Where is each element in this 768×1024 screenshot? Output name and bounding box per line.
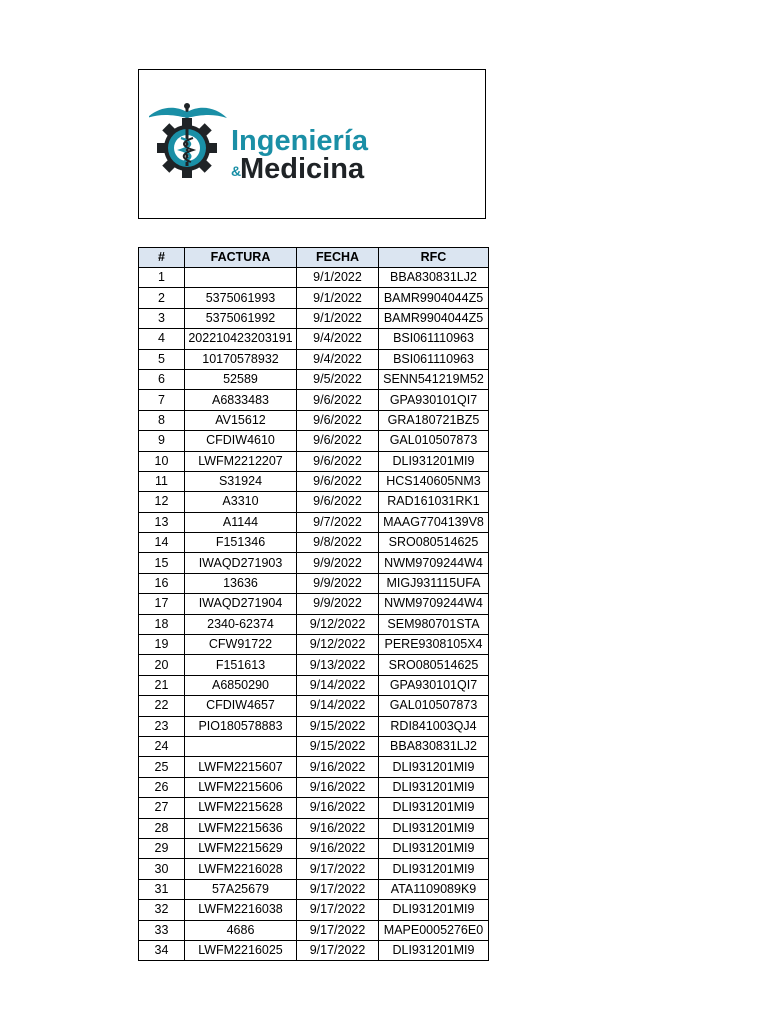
- table-row: [139, 471, 489, 491]
- cell-factura: LWFM2212207: [185, 451, 297, 471]
- cell-number: 24: [139, 736, 185, 756]
- table-row: [139, 859, 489, 879]
- cell-factura: 10170578932: [185, 349, 297, 369]
- cell-fecha: 9/16/2022: [297, 757, 379, 777]
- cell-rfc: BAMR9904044Z5: [379, 288, 489, 308]
- cell-factura: CFDIW4657: [185, 696, 297, 716]
- cell-factura: AV15612: [185, 410, 297, 430]
- cell-rfc: SENN541219M52: [379, 369, 489, 389]
- cell-number: 18: [139, 614, 185, 634]
- cell-factura: LWFM2215636: [185, 818, 297, 838]
- table-row: [139, 329, 489, 349]
- cell-factura: 202210423203191: [185, 329, 297, 349]
- cell-factura: 2340-62374: [185, 614, 297, 634]
- cell-rfc: BAMR9904044Z5: [379, 308, 489, 328]
- cell-factura: LWFM2215629: [185, 838, 297, 858]
- table-row: [139, 900, 489, 920]
- cell-rfc: DLI931201MI9: [379, 798, 489, 818]
- cell-factura: S31924: [185, 471, 297, 491]
- cell-fecha: 9/6/2022: [297, 410, 379, 430]
- cell-rfc: ATA1109089K9: [379, 879, 489, 899]
- cell-rfc: GRA180721BZ5: [379, 410, 489, 430]
- table-row: [139, 940, 489, 960]
- cell-factura: LWFM2216025: [185, 940, 297, 960]
- table-row: [139, 635, 489, 655]
- cell-number: 2: [139, 288, 185, 308]
- cell-factura: LWFM2215607: [185, 757, 297, 777]
- cell-fecha: 9/4/2022: [297, 349, 379, 369]
- cell-fecha: 9/8/2022: [297, 533, 379, 553]
- header-factura: FACTURA: [185, 248, 297, 268]
- header-fecha: FECHA: [297, 248, 379, 268]
- table-row: [139, 879, 489, 899]
- table-row: [139, 288, 489, 308]
- cell-fecha: 9/1/2022: [297, 268, 379, 288]
- cell-fecha: 9/6/2022: [297, 471, 379, 491]
- logo-ampersand: &: [231, 163, 242, 179]
- cell-fecha: 9/14/2022: [297, 675, 379, 695]
- cell-rfc: SRO080514625: [379, 533, 489, 553]
- cell-rfc: NWM9709244W4: [379, 553, 489, 573]
- table-row: [139, 798, 489, 818]
- cell-number: 21: [139, 675, 185, 695]
- cell-number: 33: [139, 920, 185, 940]
- cell-number: 14: [139, 533, 185, 553]
- cell-number: 5: [139, 349, 185, 369]
- cell-fecha: 9/12/2022: [297, 635, 379, 655]
- cell-number: 12: [139, 492, 185, 512]
- cell-fecha: 9/17/2022: [297, 940, 379, 960]
- cell-rfc: MAAG7704139V8: [379, 512, 489, 532]
- cell-factura: A3310: [185, 492, 297, 512]
- table-row: [139, 594, 489, 614]
- gear-caduceus-icon: [149, 103, 227, 178]
- cell-fecha: 9/17/2022: [297, 879, 379, 899]
- cell-fecha: 9/6/2022: [297, 431, 379, 451]
- table-row: [139, 736, 489, 756]
- cell-rfc: DLI931201MI9: [379, 838, 489, 858]
- cell-rfc: RDI841003QJ4: [379, 716, 489, 736]
- cell-number: 34: [139, 940, 185, 960]
- cell-number: 15: [139, 553, 185, 573]
- cell-fecha: 9/13/2022: [297, 655, 379, 675]
- cell-fecha: 9/16/2022: [297, 798, 379, 818]
- cell-rfc: MIGJ931115UFA: [379, 573, 489, 593]
- table-row: [139, 716, 489, 736]
- cell-number: 20: [139, 655, 185, 675]
- cell-rfc: GPA930101QI7: [379, 675, 489, 695]
- table-row: [139, 573, 489, 593]
- cell-factura: [185, 736, 297, 756]
- cell-fecha: 9/17/2022: [297, 900, 379, 920]
- cell-fecha: 9/5/2022: [297, 369, 379, 389]
- cell-factura: A6850290: [185, 675, 297, 695]
- cell-rfc: HCS140605NM3: [379, 471, 489, 491]
- cell-number: 22: [139, 696, 185, 716]
- cell-number: 8: [139, 410, 185, 430]
- cell-factura: 4686: [185, 920, 297, 940]
- cell-number: 32: [139, 900, 185, 920]
- cell-factura: F151613: [185, 655, 297, 675]
- cell-factura: LWFM2216038: [185, 900, 297, 920]
- cell-fecha: 9/9/2022: [297, 573, 379, 593]
- table-row: [139, 369, 489, 389]
- table-row: [139, 390, 489, 410]
- cell-factura: F151346: [185, 533, 297, 553]
- cell-rfc: BSI061110963: [379, 329, 489, 349]
- cell-rfc: DLI931201MI9: [379, 777, 489, 797]
- cell-factura: 5375061992: [185, 308, 297, 328]
- header-number: #: [139, 248, 185, 268]
- cell-fecha: 9/6/2022: [297, 492, 379, 512]
- logo-box: [138, 69, 486, 219]
- cell-factura: A1144: [185, 512, 297, 532]
- cell-fecha: 9/12/2022: [297, 614, 379, 634]
- cell-fecha: 9/14/2022: [297, 696, 379, 716]
- cell-factura: CFW91722: [185, 635, 297, 655]
- cell-fecha: 9/9/2022: [297, 594, 379, 614]
- cell-fecha: 9/15/2022: [297, 716, 379, 736]
- table-row: [139, 655, 489, 675]
- cell-factura: 5375061993: [185, 288, 297, 308]
- cell-fecha: 9/17/2022: [297, 859, 379, 879]
- cell-rfc: GAL010507873: [379, 696, 489, 716]
- cell-rfc: DLI931201MI9: [379, 451, 489, 471]
- cell-number: 28: [139, 818, 185, 838]
- cell-rfc: BBA830831LJ2: [379, 736, 489, 756]
- logo-line2: Medicina: [240, 153, 365, 185]
- cell-number: 26: [139, 777, 185, 797]
- cell-fecha: 9/16/2022: [297, 777, 379, 797]
- cell-rfc: MAPE0005276E0: [379, 920, 489, 940]
- cell-rfc: DLI931201MI9: [379, 900, 489, 920]
- cell-number: 30: [139, 859, 185, 879]
- cell-rfc: GAL010507873: [379, 431, 489, 451]
- cell-number: 10: [139, 451, 185, 471]
- logo: [149, 98, 379, 188]
- cell-number: 9: [139, 431, 185, 451]
- cell-factura: 52589: [185, 369, 297, 389]
- table-row: [139, 696, 489, 716]
- cell-fecha: 9/15/2022: [297, 736, 379, 756]
- cell-number: 25: [139, 757, 185, 777]
- table-row: [139, 818, 489, 838]
- cell-number: 31: [139, 879, 185, 899]
- cell-factura: 57A25679: [185, 879, 297, 899]
- cell-rfc: DLI931201MI9: [379, 818, 489, 838]
- cell-fecha: 9/16/2022: [297, 818, 379, 838]
- cell-number: 13: [139, 512, 185, 532]
- cell-rfc: SEM980701STA: [379, 614, 489, 634]
- table-row: [139, 757, 489, 777]
- cell-fecha: 9/6/2022: [297, 451, 379, 471]
- cell-rfc: DLI931201MI9: [379, 859, 489, 879]
- table-row: [139, 553, 489, 573]
- cell-number: 4: [139, 329, 185, 349]
- cell-fecha: 9/16/2022: [297, 838, 379, 858]
- cell-number: 11: [139, 471, 185, 491]
- cell-factura: PIO180578883: [185, 716, 297, 736]
- cell-factura: [185, 268, 297, 288]
- cell-rfc: PERE9308105X4: [379, 635, 489, 655]
- table-row: [139, 614, 489, 634]
- cell-number: 7: [139, 390, 185, 410]
- cell-factura: A6833483: [185, 390, 297, 410]
- cell-rfc: GPA930101QI7: [379, 390, 489, 410]
- table-row: [139, 512, 489, 532]
- cell-number: 6: [139, 369, 185, 389]
- cell-rfc: DLI931201MI9: [379, 757, 489, 777]
- cell-factura: LWFM2215606: [185, 777, 297, 797]
- cell-number: 29: [139, 838, 185, 858]
- table-row: [139, 920, 489, 940]
- table-row: [139, 492, 489, 512]
- cell-number: 23: [139, 716, 185, 736]
- cell-rfc: DLI931201MI9: [379, 940, 489, 960]
- cell-factura: IWAQD271904: [185, 594, 297, 614]
- cell-number: 3: [139, 308, 185, 328]
- cell-factura: 13636: [185, 573, 297, 593]
- cell-rfc: NWM9709244W4: [379, 594, 489, 614]
- cell-rfc: RAD161031RK1: [379, 492, 489, 512]
- table-row: [139, 838, 489, 858]
- table-row: [139, 777, 489, 797]
- table-row: [139, 451, 489, 471]
- cell-rfc: BBA830831LJ2: [379, 268, 489, 288]
- cell-factura: LWFM2216028: [185, 859, 297, 879]
- table-row: [139, 268, 489, 288]
- cell-rfc: SRO080514625: [379, 655, 489, 675]
- header-rfc: RFC: [379, 248, 489, 268]
- invoice-table: [138, 247, 489, 961]
- cell-number: 16: [139, 573, 185, 593]
- cell-fecha: 9/1/2022: [297, 288, 379, 308]
- cell-fecha: 9/6/2022: [297, 390, 379, 410]
- cell-rfc: BSI061110963: [379, 349, 489, 369]
- cell-fecha: 9/17/2022: [297, 920, 379, 940]
- table-row: [139, 308, 489, 328]
- cell-factura: LWFM2215628: [185, 798, 297, 818]
- cell-factura: CFDIW4610: [185, 431, 297, 451]
- cell-number: 19: [139, 635, 185, 655]
- cell-fecha: 9/9/2022: [297, 553, 379, 573]
- cell-factura: IWAQD271903: [185, 553, 297, 573]
- table-header-row: [139, 248, 489, 268]
- cell-fecha: 9/1/2022: [297, 308, 379, 328]
- cell-fecha: 9/7/2022: [297, 512, 379, 532]
- cell-fecha: 9/4/2022: [297, 329, 379, 349]
- table-row: [139, 410, 489, 430]
- cell-number: 27: [139, 798, 185, 818]
- table-row: [139, 431, 489, 451]
- cell-number: 17: [139, 594, 185, 614]
- table-row: [139, 349, 489, 369]
- cell-number: 1: [139, 268, 185, 288]
- table-row: [139, 533, 489, 553]
- table-row: [139, 675, 489, 695]
- logo-line1: Ingeniería: [231, 125, 368, 157]
